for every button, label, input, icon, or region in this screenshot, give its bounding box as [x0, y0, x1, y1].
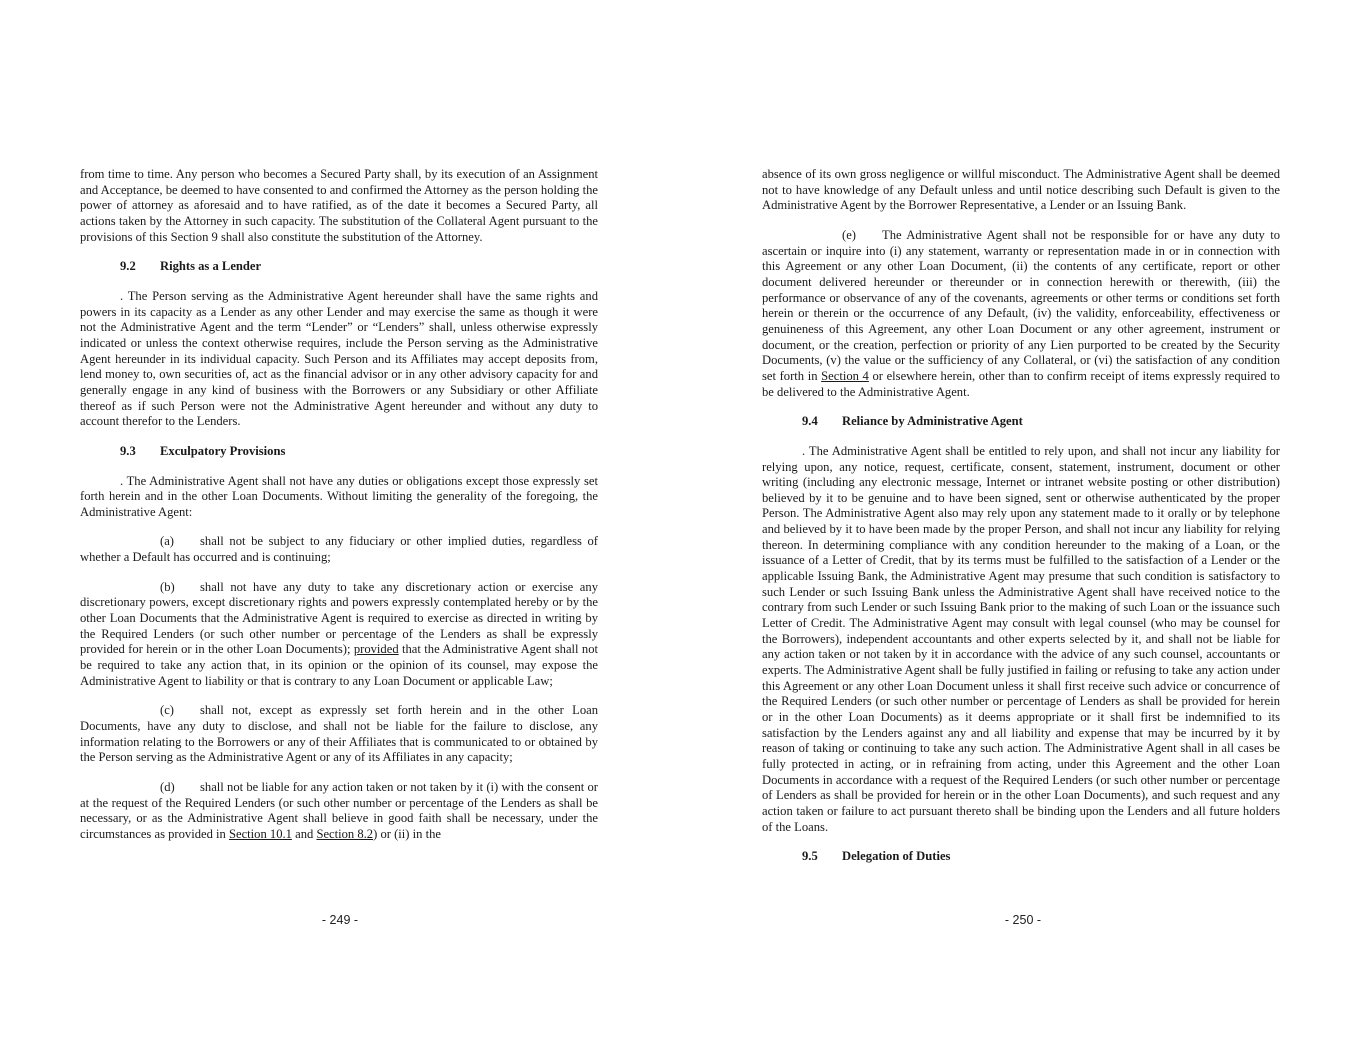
section-number: 9.4 [802, 414, 818, 429]
clause-text: shall not be subject to any fiduciary or other implied duties, regardless of whether a Default has occurred and is continuing; [80, 534, 598, 565]
section-title: Delegation of Duties [842, 849, 951, 864]
right-page [762, 167, 1280, 879]
clause-label: (d) [160, 780, 175, 794]
clause-text: that the Administrative Agent shall not be required to take any action that, in its opinion or the opinion of its counsel, may expose the Administrative Agent to liability or that is contrary to any Loan Document or applicable Law; [80, 642, 599, 688]
clause-text: or elsewhere herein, other than to confirm receipt of items expressly required to be delivered to the Administrative Agent. [762, 368, 1280, 399]
section-body-9-3: . The Administrative Agent shall not have any duties or obligations except those expressly set forth herein and in the other Loan Documents. Without limiting the generality of the foregoing, the Administrative Agent: [80, 473, 598, 519]
clause-d [80, 780, 598, 843]
section-heading-9-2 [80, 259, 598, 275]
clause-label: (b) [160, 579, 175, 594]
section-title: Exculpatory Provisions [160, 443, 286, 458]
section-reference-link[interactable]: Section 4 [821, 368, 869, 383]
section-title: Reliance by Administrative Agent [842, 414, 1023, 429]
clause-text: shall not have any duty to take any discretionary action or exercise any discretionary powers, except discretionary rights and powers expressly contemplated hereby or by the other Loan Documents that the Administrative Agent is required to exercise as directed in writing by the Required Lenders (or such other number or percentage of the Lenders as shall be expressly provided for herein or in the other Loan Documents); [80, 579, 598, 657]
section-number: 9.3 [120, 443, 136, 458]
section-heading-9-3 [80, 444, 598, 460]
section-body-9-2: . The Person serving as the Administrative Agent hereunder shall have the same rights and powers in its capacity as a Lender as any other Lender and may exercise the same as though it were not the Administrative Agent and the term “Lender” or “Lenders” shall, unless otherwise expressly indicated or unless the context otherwise requires, include the Person serving as the Administrative Agent hereunder in its individual capacity. Such Person and its Affiliates may accept deposits from, lend money to, own securities of, act as the financial advisor or in any other advisory capacity for and generally engage in any kind of business with the Borrowers or any Subsidiary or other Affiliate thereof as if such Person were not the Administrative Agent hereunder and without any duty to account therefor to the Lenders. [80, 288, 598, 429]
clause-label: (e) [842, 227, 856, 242]
section-number: 9.5 [802, 849, 818, 864]
clause-text: and [291, 826, 317, 841]
section-reference-link[interactable]: Section 8.2 [316, 826, 374, 841]
paragraph-continuation: absence of its own gross negligence or willful misconduct. The Administrative Agent shall be deemed not to have knowledge of any Default unless and until notice describing such Default is given to the Administrative Agent by the Borrower Representative, a Lender or an Issuing Bank. [762, 167, 1280, 213]
section-number: 9.2 [120, 259, 136, 274]
section-reference-link[interactable]: Section 10.1 [228, 826, 292, 841]
clause-text: The Administrative Agent shall not be responsible for or have any duty to ascertain or inquire into (i) any statement, warranty or representation made in or in connection with this Agreement or any other Loan Document, (ii) the contents of any certificate, report or other document delivered hereunder or thereunder or in connection herewith or therewith, (iii) the performance or observance of any of the covenants, agreements or other terms or conditions set forth herein or therein or the occurrence of any Default, (iv) the validity, enforceability, effectiveness or genuineness of this Agreement, any other Loan Document or any other agreement, instrument or document, or the creation, perfection or priority of any Lien purported to be created by the Security Documents, (v) the value or the sufficiency of any Collateral, or (vi) the satisfaction of any condition set forth in [762, 227, 1280, 383]
paragraph-intro: from time to time. Any person who becomes a Secured Party shall, by its execution of an Assignment and Acceptance, be deemed to have consented to and confirmed the Attorney as the person holding the power of attorney as aforesaid and to have ratified, as of the date it becomes a Secured Party, all actions taken by the Attorney in such capacity. The substitution of the Collateral Agent pursuant to the provisions of this Section 9 shall also constitute the substitution of the Attorney. [80, 167, 598, 244]
left-page [80, 167, 598, 857]
page-number-left: - 249 - [321, 913, 359, 927]
section-heading-9-4 [762, 414, 1280, 430]
clause-label: (a) [160, 534, 174, 549]
clause-text: ) or (ii) in the [373, 826, 441, 841]
provided-term: provided [353, 642, 399, 657]
section-title: Rights as a Lender [160, 259, 262, 274]
section-body-9-4: . The Administrative Agent shall be entitled to rely upon, and shall not incur any liability for relying upon, any notice, request, certificate, consent, statement, instrument, document or other writing (including any electronic message, Internet or intranet website posting or other distribution) believed by it to be genuine and to have been signed, sent or otherwise authenticated by the proper Person. The Administrative Agent also may rely upon any statement made to it orally or by telephone and believed by it to have been made by the proper Person, and shall not incur any liability for relying thereon. In determining compliance with any condition hereunder to the making of a Loan, or the issuance of a Letter of Credit, that by its terms must be fulfilled to the satisfaction of a Lender or the applicable Issuing Bank, the Administrative Agent may presume that such condition is satisfactory to such Lender or such Issuing Bank unless the Administrative Agent shall have received notice to the contrary from such Lender or such Issuing Bank prior to the making of such Loan or the issuance such Letter of Credit. The Administrative Agent may consult with legal counsel (who may be counsel for the Borrowers), independent accountants and other experts selected by it, and shall not be liable for any action taken or not taken by it in accordance with the advice of any such counsel, accountants or experts. The Administrative Agent shall be fully justified in failing or refusing to take any action under this Agreement or any other Loan Document unless it shall first receive such advice or concurrence of the Required Lenders (or such other number or percentage of Lenders as shall be provided for herein or in the other Loan Documents) as it deems appropriate or it shall first be indemnified to its satisfaction by the Lenders against any and all liability and expense that may be incurred by it by reason of taking or continuing to take any such action. The Administrative Agent shall in all cases be fully protected in acting, or in refraining from acting, under this Agreement and the other Loan Documents in accordance with a request of the Required Lenders (or such other number or percentage of Lenders as shall be provided for herein or in the other Loan Documents), and such request and any action taken or failure to act pursuant thereto shall be binding upon the Lenders and all future holders of the Loans. [762, 443, 1280, 834]
clause-text: shall not be liable for any action taken or not taken by it (i) with the consent or at the request of the Required Lenders (or such other number or percentage of the Lenders as shall be necessary, or as the Administrative Agent shall believe in good faith shall be necessary, under the circumstances as provided in [80, 780, 598, 841]
section-heading-9-5 [762, 849, 1280, 865]
clause-b [80, 580, 598, 690]
page-number-right: - 250 - [1004, 913, 1042, 927]
clause-a [80, 534, 598, 565]
clause-c [80, 703, 598, 766]
clause-e [762, 228, 1280, 400]
clause-label: (c) [160, 703, 174, 718]
clause-text: shall not, except as expressly set forth herein and in the other Loan Documents, have any duty to disclose, and shall not be liable for the failure to disclose, any information relating to the Borrowers or any of their Affiliates that is communicated to or obtained by the Person serving as the Administrative Agent or any of its Affiliates in any capacity; [80, 703, 598, 765]
